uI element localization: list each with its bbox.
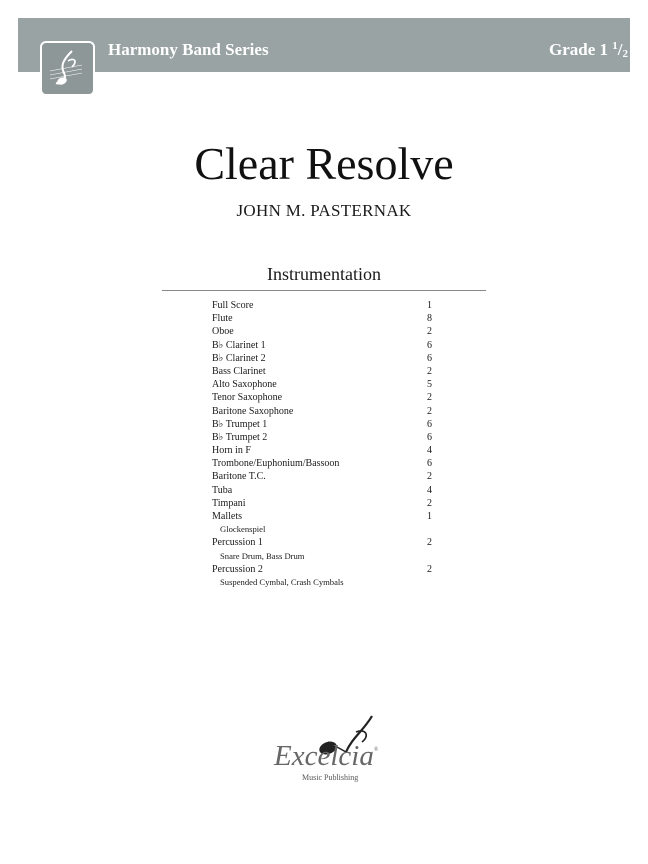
instrument-count: 2: [427, 537, 432, 549]
instrument-count: 2: [427, 497, 432, 509]
divider: [162, 290, 486, 291]
instrument-row: [212, 405, 452, 418]
instrument-name: Suspended Cymbal, Crash Cymbals: [220, 576, 344, 587]
instrument-row: [212, 365, 452, 378]
instrument-name: Glockenspiel: [220, 524, 266, 535]
series-title: Harmony Band Series: [108, 40, 269, 59]
publisher-logo: [268, 712, 388, 792]
instrument-count: 1: [427, 511, 432, 522]
instrument-note: [212, 550, 452, 563]
instrument-count: 5: [427, 379, 432, 391]
instrument-row: [212, 352, 452, 365]
instrument-count: 2: [427, 563, 432, 575]
instrument-name: B♭ Trumpet 2: [212, 431, 268, 443]
instrument-name: Flute: [212, 313, 233, 325]
instrument-row: [212, 391, 452, 404]
instrument-row: [212, 339, 452, 352]
grade-numerator: 1: [612, 40, 618, 52]
instrument-row: [212, 510, 452, 523]
instrument-count: 6: [427, 352, 432, 364]
instrument-row: [212, 563, 452, 576]
instrument-row: [212, 312, 452, 325]
instrument-name: Tenor Saxophone: [212, 392, 283, 404]
instrument-name: Tuba: [212, 484, 233, 496]
instrumentation-list: [212, 299, 452, 589]
instrument-name: Mallets: [212, 511, 242, 522]
grade-label: Grade 1 $^1$/2: [548, 40, 628, 60]
instrument-count: 6: [427, 431, 432, 443]
instrument-count: 2: [427, 405, 432, 417]
instrument-row: [212, 299, 452, 312]
instrument-name: Percussion 2: [212, 563, 263, 575]
grade-denominator: 2: [622, 48, 628, 60]
instrument-row: [212, 325, 452, 338]
composer-name: JOHN M. PASTERNAK: [236, 201, 412, 220]
instrument-row: [212, 457, 452, 470]
instrument-name: Trombone/Euphonium/Bassoon: [212, 458, 340, 470]
instrument-name: Oboe: [212, 326, 234, 338]
instrument-name: Full Score: [212, 300, 254, 311]
instrument-name: Percussion 1: [212, 537, 263, 549]
instrument-name: Alto Saxophone: [212, 379, 277, 391]
registered-mark: ®: [373, 747, 379, 753]
instrument-name: Bass Clarinet: [212, 365, 266, 377]
instrument-count: 8: [427, 313, 432, 325]
instrument-row: [212, 418, 452, 431]
instrument-row: [212, 497, 452, 510]
instrument-name: Baritone T.C.: [212, 471, 266, 483]
music-note-icon: [42, 43, 93, 94]
publisher-subtitle: Music Publishing: [302, 773, 359, 782]
grade-prefix: Grade 1: [548, 40, 613, 59]
instrument-count: 4: [427, 445, 432, 457]
instrument-name: B♭ Clarinet 2: [212, 352, 266, 364]
instrument-count: 2: [427, 326, 432, 338]
instrument-name: Horn in F: [212, 445, 251, 457]
instrument-count: 2: [427, 471, 432, 483]
piece-title: Clear Resolve: [194, 138, 454, 189]
publisher-name-text: Excelcia: [274, 740, 374, 772]
instrument-count: 6: [427, 339, 432, 351]
instrument-row: [212, 536, 452, 549]
instrument-count: 1: [427, 300, 432, 311]
instrument-count: 6: [427, 458, 432, 470]
instrument-count: 2: [427, 392, 432, 404]
instrument-name: B♭ Clarinet 1: [212, 339, 266, 351]
instrument-name: B♭ Trumpet 1: [212, 418, 268, 430]
instrument-name: Snare Drum, Bass Drum: [220, 550, 305, 561]
series-badge: [40, 41, 95, 96]
instrument-note: [212, 523, 452, 536]
instrument-row: [212, 484, 452, 497]
instrument-name: Baritone Saxophone: [212, 405, 294, 417]
instrumentation-heading: Instrumentation: [267, 264, 381, 284]
instrument-count: 2: [427, 365, 432, 377]
instrument-row: [212, 444, 452, 457]
instrument-row: [212, 378, 452, 391]
instrument-note: [212, 576, 452, 589]
publisher-name: [274, 740, 378, 773]
instrument-row: [212, 431, 452, 444]
instrument-name: Timpani: [212, 497, 246, 509]
instrument-count: 4: [427, 484, 432, 496]
instrument-count: 6: [427, 418, 432, 430]
instrument-row: [212, 470, 452, 483]
